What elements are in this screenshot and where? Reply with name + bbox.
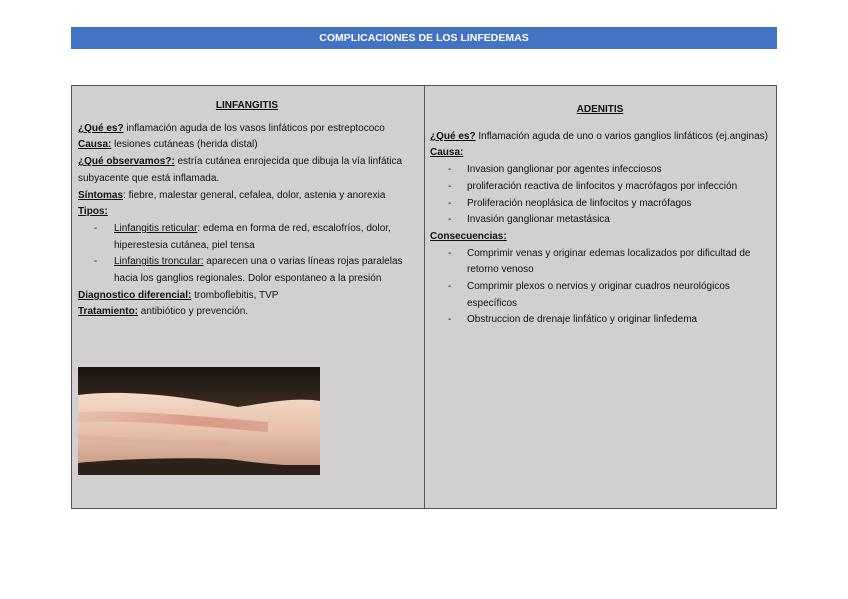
causa-label: Causa: <box>430 147 464 159</box>
que-es-row <box>78 121 416 138</box>
observamos-label: ¿Qué observamos?: <box>78 156 175 168</box>
adenitis-column <box>425 86 776 508</box>
causas-list <box>430 162 770 229</box>
list-item <box>430 162 770 179</box>
dash-bullet: - <box>94 222 98 234</box>
list-item <box>430 279 770 312</box>
dash-bullet: - <box>448 247 452 259</box>
dash-bullet: - <box>448 281 452 293</box>
tipos-label: Tipos: <box>78 206 108 218</box>
tipo-name: Linfangitis reticular <box>114 222 198 234</box>
consecuencias-label: Consecuencias: <box>430 230 507 242</box>
tipo-text: : edema en forma de red, escalofríos, dolor, hiperestesia cutánea, piel tensa <box>114 222 391 251</box>
sintomas-text: : fiebre, malestar general, cefalea, dolor, astenia y anorexia <box>123 189 386 201</box>
dash-bullet: - <box>448 314 452 326</box>
tipo-name: Linfangitis troncular: <box>114 256 204 268</box>
sintomas-label: Síntomas <box>78 189 124 201</box>
causa-item: Proliferación neoplásica de linfocitos y macrófagos <box>467 197 692 209</box>
list-item <box>78 221 416 254</box>
list-item <box>430 179 770 196</box>
dash-bullet: - <box>448 214 452 226</box>
sintomas-row <box>78 188 416 205</box>
banner-title: COMPLICACIONES DE LOS LINFEDEMAS <box>71 27 777 49</box>
tratamiento-text: antibiótico y prevención. <box>138 306 249 318</box>
que-es-text: Inflamación aguda de uno o varios ganglios linfáticos (ej.anginas) <box>475 130 768 142</box>
consecuencia-item: Comprimir venas y originar edemas localizados por dificultad de retorno venoso <box>467 247 751 276</box>
que-es-label: ¿Qué es? <box>430 130 476 142</box>
tipo-text: aparecen una o varias líneas rojas paralelas hacia los ganglios regionales. Dolor espontaneo a la presión <box>114 256 403 285</box>
que-es-text: inflamación aguda de los vasos linfáticos por estreptococo <box>123 122 385 134</box>
list-item <box>430 246 770 279</box>
tipos-list <box>78 221 416 288</box>
diagnostico-label: Diagnostico diferencial: <box>78 289 192 301</box>
dash-bullet: - <box>448 180 452 192</box>
causa-row <box>78 137 416 154</box>
causa-item: proliferación reactiva de linfocitos y macrófagos por infección <box>467 180 738 192</box>
tratamiento-row <box>78 304 416 321</box>
linfangitis-column <box>72 86 425 508</box>
adenitis-heading: ADENITIS <box>576 104 624 115</box>
dash-bullet: - <box>448 164 452 176</box>
que-es-row <box>430 129 770 146</box>
consecuencia-item: Obstruccion de drenaje linfático y originar linfedema <box>467 314 698 326</box>
tratamiento-label: Tratamiento: <box>78 306 139 318</box>
list-item <box>430 196 770 213</box>
dash-bullet: - <box>94 256 98 268</box>
content-table <box>71 85 777 509</box>
consecuencias-list <box>430 246 770 330</box>
consecuencia-item: Comprimir plexos o nervios y originar cuadros neurológicos específicos <box>467 281 730 309</box>
causa-label: Causa: <box>78 139 112 151</box>
list-item <box>430 312 770 329</box>
list-item <box>430 212 770 229</box>
list-item <box>78 254 416 287</box>
observamos-text: estría cutánea enrojecida que dibuja la vía linfática subyacente que está inflamada. <box>78 156 403 184</box>
causa-text: lesiones cutáneas (herida distal) <box>111 139 258 151</box>
linfangitis-heading: LINFANGITIS <box>215 100 279 111</box>
causa-item: Invasión ganglionar metastásica <box>467 214 610 226</box>
dash-bullet: - <box>448 197 452 209</box>
diagnostico-row <box>78 288 416 305</box>
arm-photo <box>78 367 320 475</box>
observamos-row <box>78 154 416 187</box>
causa-item: Invasion ganglionar por agentes infecciosos <box>467 164 662 176</box>
diagnostico-text: tromboflebitis, TVP <box>191 289 279 301</box>
que-es-label: ¿Qué es? <box>78 122 124 134</box>
